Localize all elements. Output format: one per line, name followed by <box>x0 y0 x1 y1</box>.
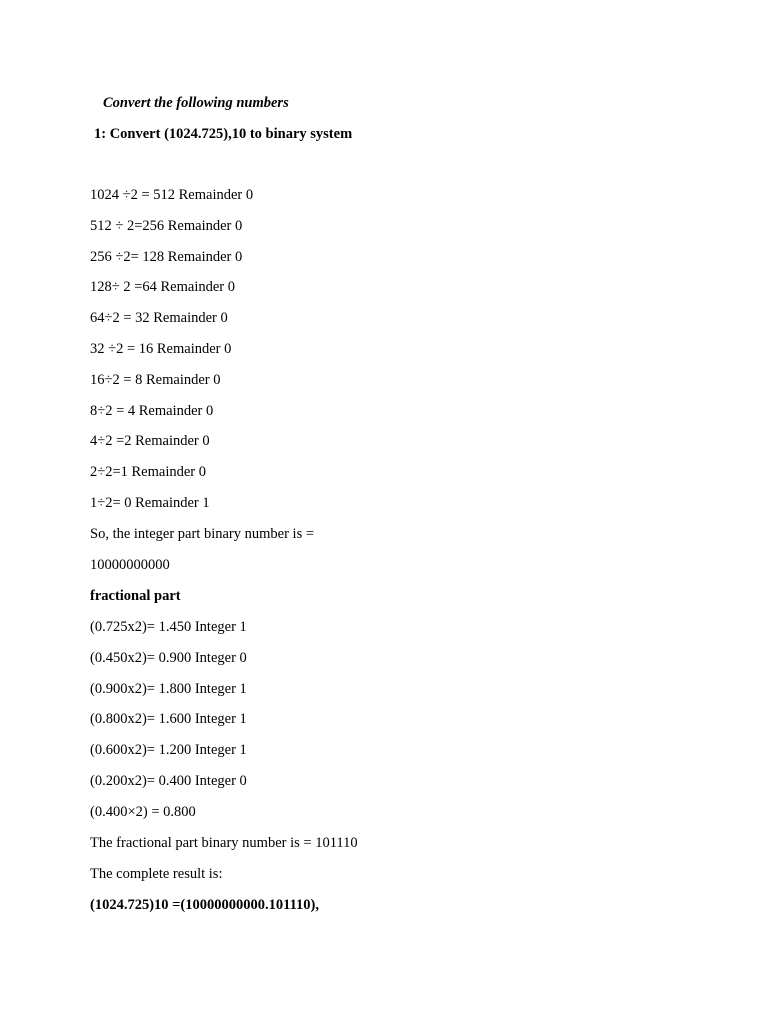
integer-step: 32 ÷2 = 16 Remainder 0 <box>90 341 232 357</box>
integer-result-value: 10000000000 <box>90 557 170 573</box>
fractional-result: The fractional part binary number is = 101110 <box>90 835 358 851</box>
final-result: (1024.725)10 =(10000000000.101110), <box>90 897 319 913</box>
integer-step: 128÷ 2 =64 Remainder 0 <box>90 279 235 295</box>
fractional-step: (0.400×2) = 0.800 <box>90 804 196 820</box>
integer-step: 2÷2=1 Remainder 0 <box>90 464 206 480</box>
integer-step: 1024 ÷2 = 512 Remainder 0 <box>90 187 254 203</box>
integer-step: 8÷2 = 4 Remainder 0 <box>90 403 214 419</box>
fractional-step: (0.600x2)= 1.200 Integer 1 <box>90 742 247 758</box>
complete-label: The complete result is: <box>90 866 223 882</box>
instruction-heading: Convert the following numbers <box>103 95 289 111</box>
fractional-step: (0.450x2)= 0.900 Integer 0 <box>90 650 247 666</box>
fractional-step: (0.725x2)= 1.450 Integer 1 <box>90 619 247 635</box>
fractional-step: (0.200x2)= 0.400 Integer 0 <box>90 773 247 789</box>
integer-step: 64÷2 = 32 Remainder 0 <box>90 310 228 326</box>
fractional-heading: fractional part <box>90 588 181 604</box>
integer-step: 16÷2 = 8 Remainder 0 <box>90 372 221 388</box>
fractional-step: (0.900x2)= 1.800 Integer 1 <box>90 681 247 697</box>
integer-step: 1÷2= 0 Remainder 1 <box>90 495 210 511</box>
integer-step: 512 ÷ 2=256 Remainder 0 <box>90 218 243 234</box>
integer-result-label: So, the integer part binary number is = <box>90 526 315 542</box>
question-heading: 1: Convert (1024.725),10 to binary system <box>94 126 353 142</box>
integer-step: 256 ÷2= 128 Remainder 0 <box>90 249 243 265</box>
fractional-step: (0.800x2)= 1.600 Integer 1 <box>90 711 247 727</box>
integer-step: 4÷2 =2 Remainder 0 <box>90 433 210 449</box>
